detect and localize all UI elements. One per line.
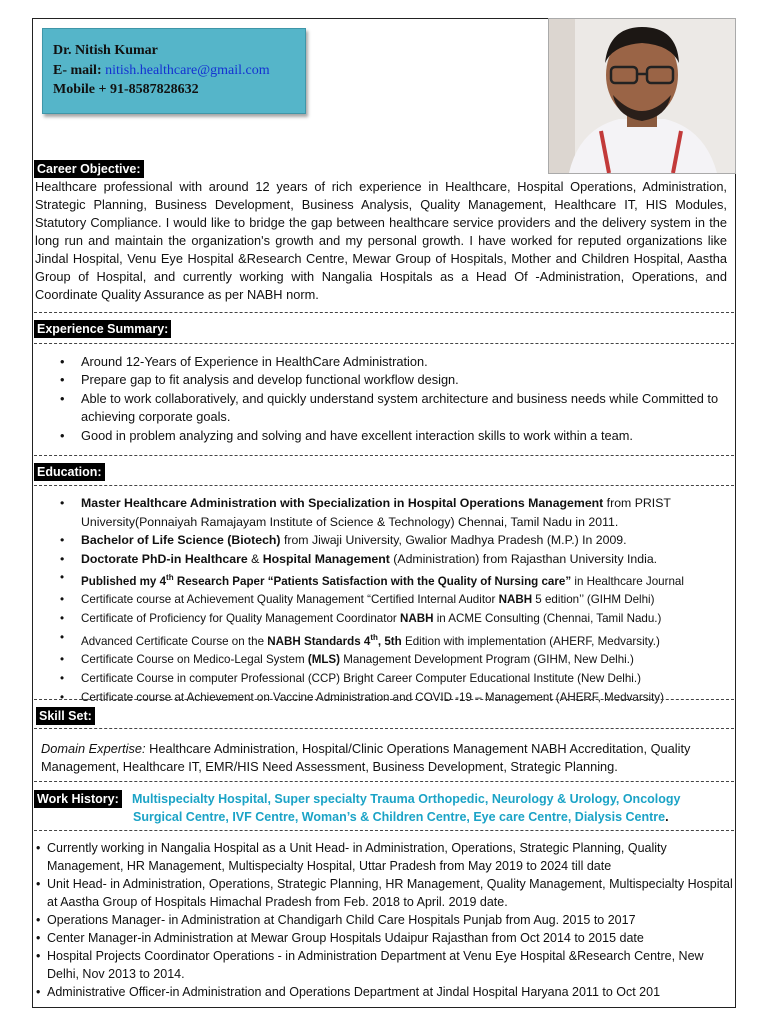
email-line	[53, 61, 295, 81]
divider	[34, 455, 734, 456]
list-item: • Master Healthcare Administration with Specialization in Hospital Operations Management from PRIST University(Ponnaiyah Ramajayam Institute of Science & Technology) Chennai, Tamil Nadu in 2011.	[81, 494, 734, 531]
experience-summary-heading: Experience Summary:	[34, 320, 171, 338]
divider	[34, 699, 734, 700]
mobile-line: Mobile + 91-8587828632	[53, 82, 199, 97]
list-item: • Administrative Officer-in Administration and Operations Department at Jindal Hospital Haryana 2011 to Oct 201	[47, 983, 734, 1001]
divider	[34, 343, 734, 344]
divider	[34, 485, 734, 486]
list-item: • Prepare gap to fit analysis and develop functional workflow design.	[81, 371, 734, 389]
list-item: • Hospital Projects Coordinator Operations - in Administration Department at Venu Eye Hospital &Research Centre, New Delhi, Nov 2013 to 2014.	[47, 947, 734, 983]
email-link[interactable]: nitish.healthcare@gmail.com	[105, 62, 270, 78]
list-item: • Doctorate PhD-in Healthcare & Hospital Management (Administration) from Rajasthan University India.	[81, 550, 734, 569]
domain-expertise-label: Domain Expertise:	[41, 741, 146, 756]
profile-photo	[548, 18, 736, 174]
divider	[34, 728, 734, 729]
divider	[34, 830, 734, 831]
profile-photo-illustration	[549, 19, 735, 173]
list-item: • Certificate of Proficiency for Quality Management Coordinator NABH in ACME Consulting (Chennai, Tamil Nadu.)	[81, 610, 734, 629]
work-history-heading: Work History:	[34, 790, 122, 808]
candidate-name: Dr. Nitish Kumar	[53, 43, 158, 58]
list-item: • Currently working in Nangalia Hospital as a Unit Head- in Administration, Operations, Strategic Planning, Quality Management, HR Management, Multispecialty Hospital, Uttar Pradesh from May 2019 to 2024 till date	[47, 839, 734, 875]
list-item: • Operations Manager- in Administration at Chandigarh Child Care Hospitals Punjab from Aug. 2015 to 2017	[47, 911, 734, 929]
work-specialties-line2: Surgical Centre, IVF Centre, Woman’s & Children Centre, Eye care Centre, Dialysis Centre.	[133, 810, 669, 824]
list-item: • Certificate course at Achievement Quality Management “Certified Internal Auditor NABH 5 edition’’ (GIHM Delhi)	[81, 591, 734, 610]
skill-set-heading: Skill Set:	[36, 707, 95, 725]
education-list	[34, 494, 734, 707]
list-item: • Advanced Certificate Course on the NABH Standards 4th, 5th Edition with implementation (AHERF, Medvarsity.)	[81, 629, 734, 652]
list-item: • Bachelor of Life Science (Biotech) from Jiwaji University, Gwalior Madhya Pradesh (M.P.) In 2009.	[81, 531, 734, 550]
career-objective-heading: Career Objective:	[34, 160, 144, 178]
work-history-header	[34, 790, 734, 824]
list-item: • Around 12-Years of Experience in HealthCare Administration.	[81, 353, 734, 371]
education-heading: Education:	[34, 463, 105, 481]
list-item: • Certificate Course in computer Professional (CCP) Bright Career Computer Educational Institute (New Delhi.)	[81, 670, 734, 689]
divider	[34, 781, 734, 782]
list-item: • Unit Head- in Administration, Operations, Strategic Planning, HR Management, Quality Management, Multispecialty Hospital at Aastha Group of Hospitals Himachal Pradesh from Feb. 2018 to April. 2019 date.	[47, 875, 734, 911]
list-item: • Certificate course at Achievement on Vaccine Administration and COVID -19 – Management (AHERF, Medvarsity)	[81, 689, 734, 708]
list-item: • Good in problem analyzing and solving and have excellent interaction skills to work within a team.	[81, 427, 734, 445]
list-item: • Center Manager-in Administration at Mewar Group Hospitals Udaipur Rajasthan from Oct 2014 to 2015 date	[47, 929, 734, 947]
work-history-list	[34, 839, 734, 1001]
divider	[34, 312, 734, 313]
domain-expertise	[41, 740, 725, 776]
list-item: • Certificate Course on Medico-Legal System (MLS) Management Development Program (GIHM, New Delhi.)	[81, 651, 734, 670]
experience-list	[34, 353, 734, 445]
contact-box	[42, 28, 306, 114]
email-label: E- mail:	[53, 62, 102, 78]
domain-expertise-text: Healthcare Administration, Hospital/Clinic Operations Management NABH Accreditation, Quality Management, Healthcare IT, EMR/HIS Need Assessment, Business Development, Strategic Planning.	[41, 741, 691, 774]
work-specialties-line1: Multispecialty Hospital, Super specialty Trauma Orthopedic, Neurology & Urology, Oncology	[132, 792, 681, 806]
list-item: • Able to work collaboratively, and quickly understand system architecture and business needs while Committed to achieving corporate goals.	[81, 390, 734, 427]
list-item: • Published my 4th Research Paper “Patients Satisfaction with the Quality of Nursing care” in Healthcare Journal	[81, 569, 734, 592]
career-objective-text: Healthcare professional with around 12 years of rich experience in Healthcare, Hospital Operations, Administration, Strategic Planning, Business Development, Business Analysis, Quality Management, Healthcare IT, HIS Modules, Statutory Compliance. I would like to bridge the gap between healthcare service providers and the delivery system in the long run and maintain the organization's growth and my personal growth. I have worked for reputed organizations like Jindal Hospital, Venu Eye Hospital &Research Centre, Mewar Group of Hospitals, Mother and Children Hospital, Aastha Group of Hospital, and currently working with Nangalia Hospitals as a Head Of -Administration, Operations, and Coordinate Quality Assurance as per NABH norm.	[35, 179, 727, 302]
